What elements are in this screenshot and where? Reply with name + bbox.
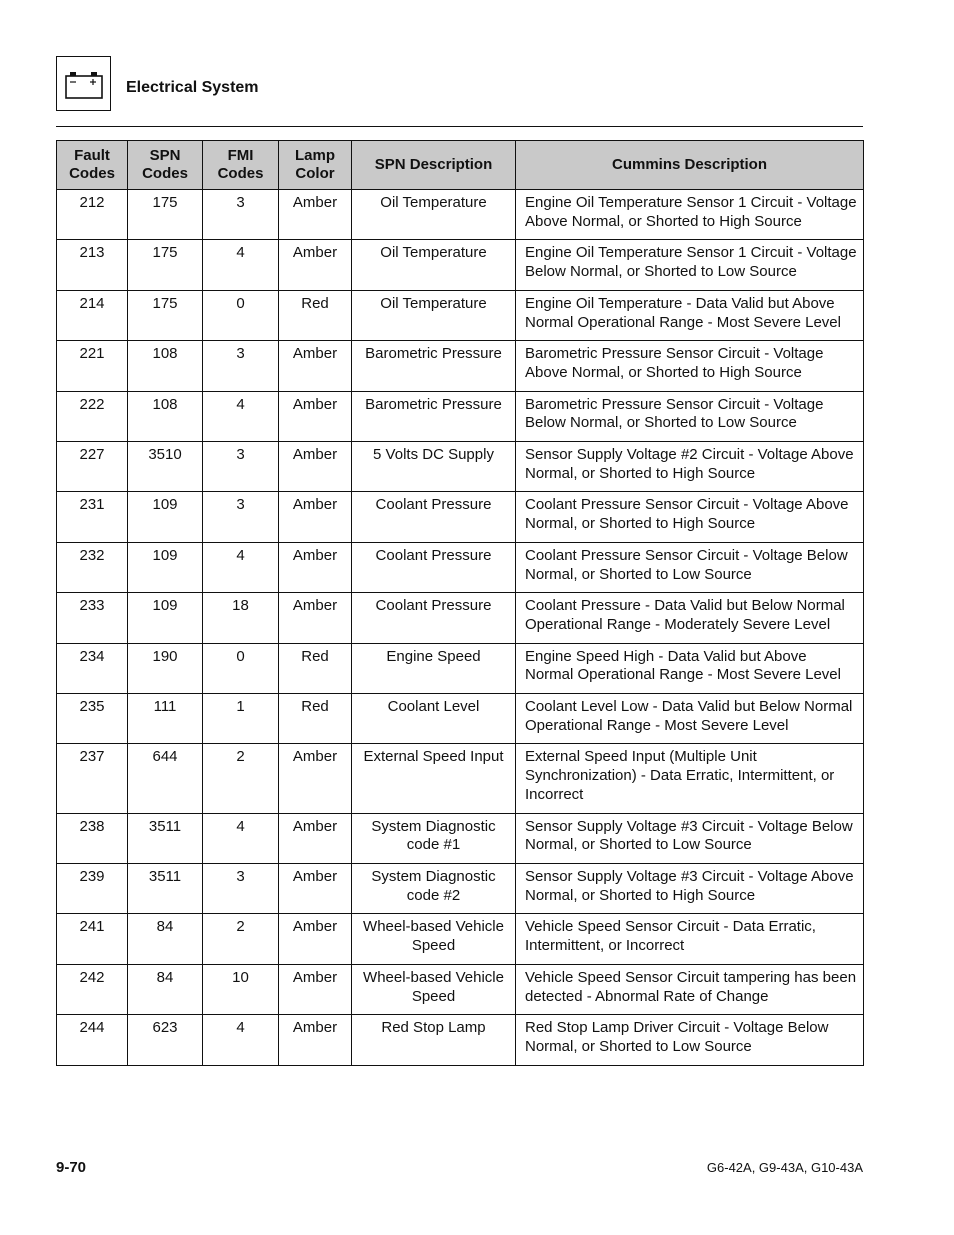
spn-code: 84: [128, 964, 203, 1014]
spn-description: System Diagnostic code #1: [352, 813, 516, 863]
lamp-color: Amber: [279, 391, 352, 441]
fault-code: 212: [57, 190, 128, 240]
column-header-cummins-description: Cummins Description: [516, 141, 864, 190]
fmi-code: 0: [203, 643, 279, 693]
lamp-color: Amber: [279, 593, 352, 643]
fault-code: 237: [57, 744, 128, 813]
table-row: [57, 964, 864, 1014]
spn-code: 109: [128, 593, 203, 643]
fault-code: 244: [57, 1015, 128, 1065]
table-row: [57, 341, 864, 391]
spn-code: 175: [128, 240, 203, 290]
cummins-description: Vehicle Speed Sensor Circuit tampering has been detected - Abnormal Rate of Change: [516, 964, 864, 1014]
fmi-code: 10: [203, 964, 279, 1014]
lamp-color: Amber: [279, 341, 352, 391]
fmi-code: 3: [203, 442, 279, 492]
table-row: [57, 694, 864, 744]
column-header-fmi-codes: FMI Codes: [203, 141, 279, 190]
cummins-description: Sensor Supply Voltage #2 Circuit - Voltage Above Normal, or Shorted to High Source: [516, 442, 864, 492]
lamp-color: Amber: [279, 964, 352, 1014]
fmi-code: 1: [203, 694, 279, 744]
spn-description: Oil Temperature: [352, 240, 516, 290]
spn-description: Barometric Pressure: [352, 341, 516, 391]
fault-code: 232: [57, 542, 128, 592]
cummins-description: External Speed Input (Multiple Unit Synchronization) - Data Erratic, Intermittent, or Incorrect: [516, 744, 864, 813]
table-row: [57, 240, 864, 290]
lamp-color: Amber: [279, 542, 352, 592]
fault-code: 221: [57, 341, 128, 391]
fault-code: 231: [57, 492, 128, 542]
fmi-code: 4: [203, 240, 279, 290]
table-row: [57, 442, 864, 492]
table-row: [57, 744, 864, 813]
spn-code: 190: [128, 643, 203, 693]
fault-code: 234: [57, 643, 128, 693]
section-title: Electrical System: [126, 79, 259, 96]
fault-code: 241: [57, 914, 128, 964]
page-number: 9-70: [56, 1159, 87, 1176]
fault-code: 227: [57, 442, 128, 492]
spn-description: Barometric Pressure: [352, 391, 516, 441]
table-row: [57, 190, 864, 240]
fmi-code: 3: [203, 341, 279, 391]
column-header-fault-codes: Fault Codes: [57, 141, 128, 190]
fmi-code: 2: [203, 744, 279, 813]
cummins-description: Sensor Supply Voltage #3 Circuit - Voltage Above Normal, or Shorted to High Source: [516, 863, 864, 913]
spn-code: 175: [128, 190, 203, 240]
spn-code: 3510: [128, 442, 203, 492]
cummins-description: Vehicle Speed Sensor Circuit - Data Erratic, Intermittent, or Incorrect: [516, 914, 864, 964]
table-row: [57, 391, 864, 441]
lamp-color: Amber: [279, 813, 352, 863]
cummins-description: Red Stop Lamp Driver Circuit - Voltage Below Normal, or Shorted to Low Source: [516, 1015, 864, 1065]
cummins-description: Barometric Pressure Sensor Circuit - Voltage Above Normal, or Shorted to High Source: [516, 341, 864, 391]
spn-description: Oil Temperature: [352, 190, 516, 240]
lamp-color: Red: [279, 290, 352, 340]
spn-code: 623: [128, 1015, 203, 1065]
spn-description: Coolant Level: [352, 694, 516, 744]
table-row: [57, 492, 864, 542]
spn-code: 109: [128, 492, 203, 542]
table-header-row: [57, 141, 864, 190]
table-row: [57, 914, 864, 964]
spn-description: Oil Temperature: [352, 290, 516, 340]
lamp-color: Amber: [279, 442, 352, 492]
table-row: [57, 643, 864, 693]
cummins-description: Coolant Level Low - Data Valid but Below Normal Operational Range - Most Severe Level: [516, 694, 864, 744]
spn-code: 111: [128, 694, 203, 744]
table-row: [57, 863, 864, 913]
fmi-code: 0: [203, 290, 279, 340]
spn-description: Coolant Pressure: [352, 593, 516, 643]
column-header-spn-description: SPN Description: [352, 141, 516, 190]
header-rule: [56, 126, 863, 127]
table-row: [57, 542, 864, 592]
battery-icon-box: [56, 56, 111, 111]
lamp-color: Red: [279, 694, 352, 744]
spn-description: Wheel-based Vehicle Speed: [352, 964, 516, 1014]
fault-code: 213: [57, 240, 128, 290]
fmi-code: 4: [203, 542, 279, 592]
spn-description: Engine Speed: [352, 643, 516, 693]
fmi-code: 3: [203, 190, 279, 240]
spn-code: 3511: [128, 813, 203, 863]
spn-description: 5 Volts DC Supply: [352, 442, 516, 492]
spn-description: Wheel-based Vehicle Speed: [352, 914, 516, 964]
spn-code: 108: [128, 391, 203, 441]
spn-description: Coolant Pressure: [352, 542, 516, 592]
cummins-description: Coolant Pressure Sensor Circuit - Voltage Below Normal, or Shorted to Low Source: [516, 542, 864, 592]
spn-code: 84: [128, 914, 203, 964]
spn-description: Coolant Pressure: [352, 492, 516, 542]
fault-code: 222: [57, 391, 128, 441]
fmi-code: 4: [203, 391, 279, 441]
fmi-code: 3: [203, 492, 279, 542]
fault-code: 239: [57, 863, 128, 913]
cummins-description: Engine Speed High - Data Valid but Above Normal Operational Range - Most Severe Level: [516, 643, 864, 693]
lamp-color: Amber: [279, 744, 352, 813]
spn-code: 644: [128, 744, 203, 813]
spn-description: Red Stop Lamp: [352, 1015, 516, 1065]
model-numbers: G6-42A, G9-43A, G10-43A: [706, 1160, 863, 1175]
cummins-description: Coolant Pressure - Data Valid but Below Normal Operational Range - Moderately Severe Level: [516, 593, 864, 643]
spn-description: System Diagnostic code #2: [352, 863, 516, 913]
cummins-description: Engine Oil Temperature Sensor 1 Circuit - Voltage Above Normal, or Shorted to High Source: [516, 190, 864, 240]
cummins-description: Engine Oil Temperature Sensor 1 Circuit - Voltage Below Normal, or Shorted to Low Source: [516, 240, 864, 290]
lamp-color: Amber: [279, 492, 352, 542]
lamp-color: Amber: [279, 190, 352, 240]
fault-code: 238: [57, 813, 128, 863]
lamp-color: Amber: [279, 914, 352, 964]
lamp-color: Amber: [279, 240, 352, 290]
spn-code: 175: [128, 290, 203, 340]
fault-code: 214: [57, 290, 128, 340]
fmi-code: 4: [203, 1015, 279, 1065]
column-header-spn-codes: SPN Codes: [128, 141, 203, 190]
column-header-lamp-color: Lamp Color: [279, 141, 352, 190]
cummins-description: Coolant Pressure Sensor Circuit - Voltage Above Normal, or Shorted to High Source: [516, 492, 864, 542]
fault-codes-table: [56, 140, 864, 1066]
spn-code: 3511: [128, 863, 203, 913]
battery-icon: [65, 69, 103, 99]
lamp-color: Red: [279, 643, 352, 693]
fmi-code: 4: [203, 813, 279, 863]
cummins-description: Barometric Pressure Sensor Circuit - Voltage Below Normal, or Shorted to Low Source: [516, 391, 864, 441]
fmi-code: 3: [203, 863, 279, 913]
fault-code: 233: [57, 593, 128, 643]
table-row: [57, 813, 864, 863]
table-row: [57, 1015, 864, 1065]
lamp-color: Amber: [279, 1015, 352, 1065]
fault-code: 235: [57, 694, 128, 744]
fault-code: 242: [57, 964, 128, 1014]
table-row: [57, 593, 864, 643]
table-row: [57, 290, 864, 340]
spn-code: 108: [128, 341, 203, 391]
spn-description: External Speed Input: [352, 744, 516, 813]
lamp-color: Amber: [279, 863, 352, 913]
cummins-description: Engine Oil Temperature - Data Valid but Above Normal Operational Range - Most Severe Level: [516, 290, 864, 340]
fmi-code: 18: [203, 593, 279, 643]
spn-code: 109: [128, 542, 203, 592]
fmi-code: 2: [203, 914, 279, 964]
cummins-description: Sensor Supply Voltage #3 Circuit - Voltage Below Normal, or Shorted to Low Source: [516, 813, 864, 863]
